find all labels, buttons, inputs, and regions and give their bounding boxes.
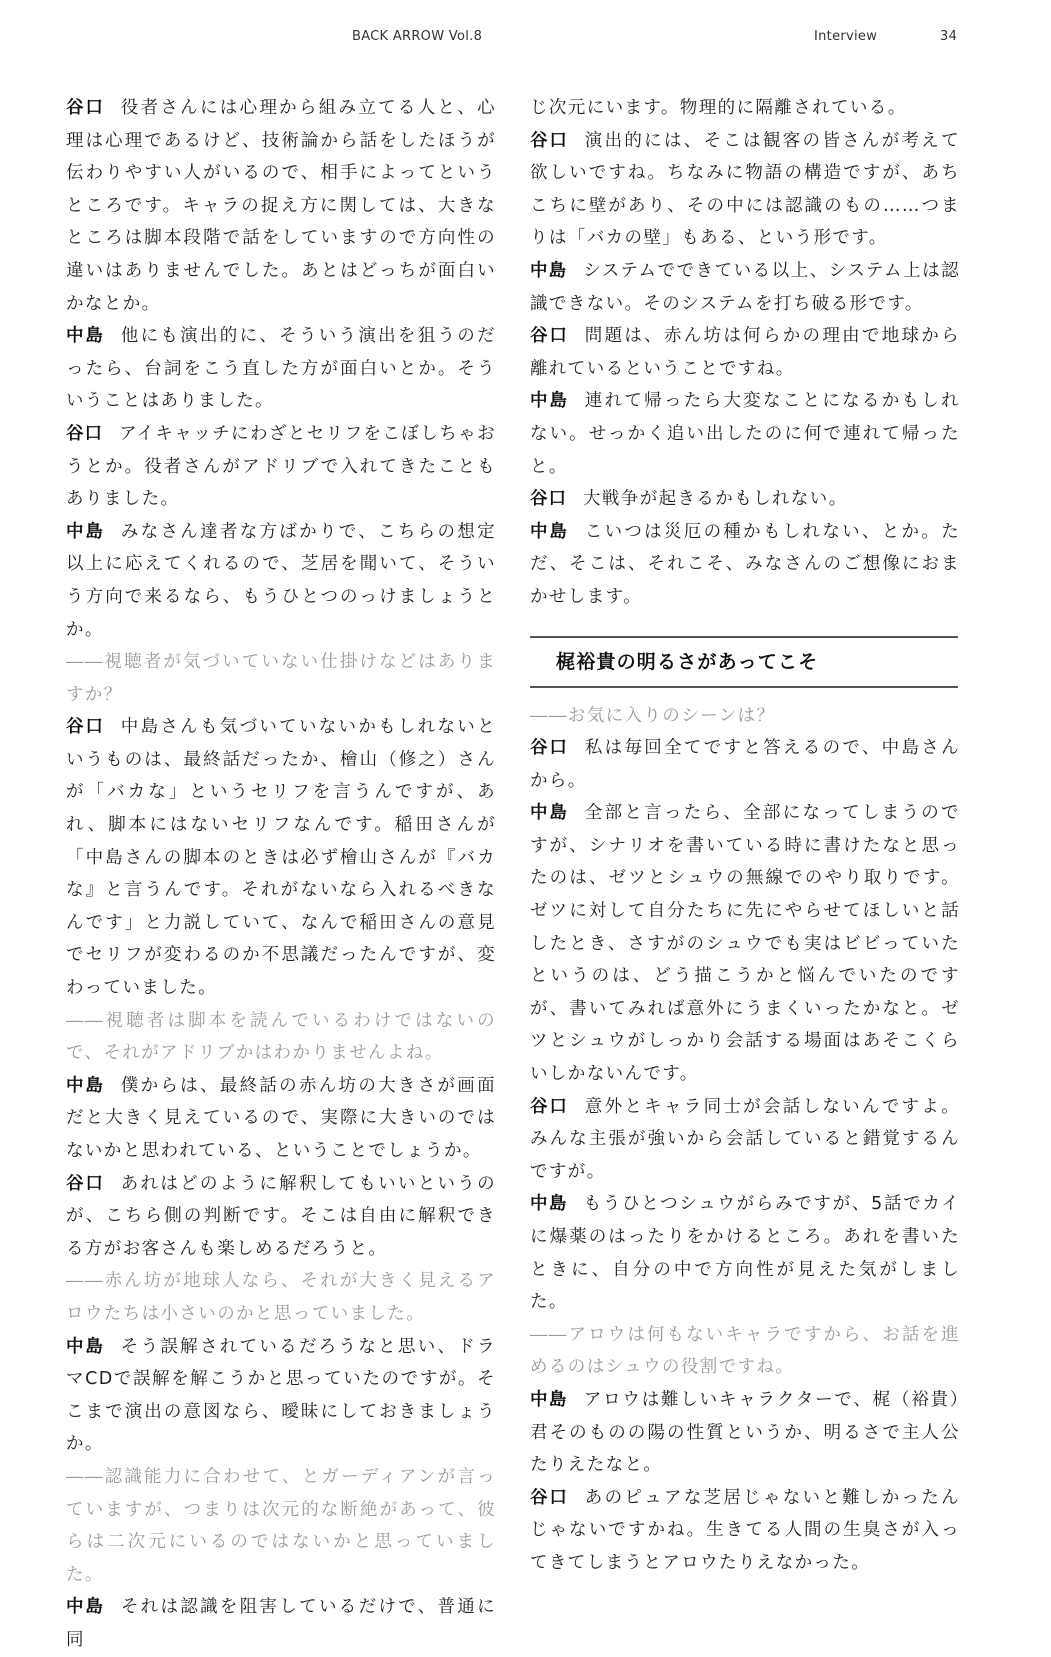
speaker-name: 谷口 [530, 130, 569, 151]
paragraph-text: ――赤ん坊が地球人なら、それが大きく見えるアロウたちは小さいのかと思っていました。 [66, 1271, 496, 1324]
paragraph-text: ――視聴者が気づいていない仕掛けなどはありますか？ [66, 652, 496, 705]
speaker-name: 谷口 [530, 1096, 569, 1117]
paragraph-text: ――認識能力に合わせて、とガーディアンが言っていますが、つまりは次元的な断絶があって、彼らは二次元にいるのではないかと思っていました。 [66, 1466, 496, 1585]
interviewer-question [66, 646, 496, 711]
paragraph-text: 意外とキャラ同士が会話しないんですよ。みんな主張が強いから会話していると錯覚するんですが。 [530, 1096, 960, 1182]
interview-paragraph [530, 483, 960, 516]
paragraph-text: 連れて帰ったら大変なことになるかもしれない。せっかく追い出したのに何で連れて帰ったと。 [530, 391, 960, 477]
interviewer-question [530, 700, 960, 733]
interview-paragraph [530, 1188, 960, 1318]
left-column [66, 92, 496, 1657]
paragraph-text: 中島さんも気づいていないかもしれないというものは、最終話だったか、檜山（修之）さんが「バカな」というセリフを言うんですが、あれ、脚本にはないセリフなんです。稲田さんが「中島さんの脚本のときは必ず檜山さんが『バカな』と言うんです。それがないなら入れるべきなんです」と力説していて、なんで稲田さんの意見でセリフが変わるのか不思議だったんですが、変わっていました。 [66, 717, 496, 999]
paragraph-text: 大戦争が起きるかもしれない。 [583, 489, 848, 510]
interview-paragraph [530, 1091, 960, 1189]
paragraph-text: みなさん達者な方ばかりで、こちらの想定以上に応えてくれるので、芝居を聞いて、そういう方向で来るなら、もうひとつのっけましょうとか。 [66, 521, 497, 640]
paragraph-text: ――視聴者は脚本を読んでいるわけではないので、それがアドリブかはわかりませんよね。 [66, 1010, 496, 1064]
speaker-name: 中島 [66, 521, 105, 542]
speaker-name: 中島 [66, 326, 105, 347]
speaker-name: 谷口 [530, 738, 569, 759]
paragraph-text: あれはどのように解釈してもいいというのが、こちら側の判断です。そこは自由に解釈できる方がお客さんも楽しめるだろうと。 [66, 1173, 496, 1259]
speaker-name: 谷口 [530, 489, 567, 510]
speaker-name: 中島 [66, 1075, 105, 1096]
paragraph-text: 問題は、赤ん坊は何らかの理由で地球から離れているということですね。 [530, 326, 960, 379]
speaker-name: 谷口 [530, 1487, 569, 1508]
magazine-title: BACK ARROW Vol.8 [352, 29, 483, 44]
interview-paragraph [66, 1331, 496, 1461]
paragraph-text: 演出的には、そこは観客の皆さんが考えて欲しいですね。ちなみに物語の構造ですが、あちこちに壁があり、その中には認識のもの……つまりは「バカの壁」もある、という形です。 [530, 130, 960, 249]
interview-paragraph [530, 516, 960, 614]
interview-paragraph [530, 385, 960, 483]
right-column-top [530, 92, 960, 614]
paragraph-text: アイキャッチにわざとセリフをこぼしちゃおうとか。役者さんがアドリブで入れてきたこともありました。 [66, 423, 496, 510]
paragraph-text: もうひとつシュウがらみですが、5話でカイに爆薬のはったりをかけるところ。あれを書いたときに、自分の中で方向性が見えた気がしました。 [530, 1194, 960, 1313]
interview-paragraph [530, 797, 960, 1090]
interview-paragraph-continued [530, 92, 960, 125]
interview-paragraph [530, 1482, 960, 1580]
section-label: Interview [814, 29, 878, 44]
section-heading-block [530, 636, 960, 688]
speaker-name: 中島 [66, 1597, 105, 1618]
speaker-name: 中島 [530, 1389, 568, 1410]
paragraph-text: そう誤解されているだろうなと思い、ドラマCDで誤解を解こうかと思っていたのですが。そこまで演出の意図なら、曖昧にしておきましょうか。 [66, 1336, 496, 1455]
interview-paragraph [66, 92, 496, 320]
interview-paragraph [530, 320, 960, 385]
paragraph-text: 役者さんには心理から組み立てる人と、心理は心理であるけど、技術論から話をしたほうが伝わりやすい人がいるので、相手によってというところです。キャラの捉え方に関しては、大きなところは脚本段階で話をしていますので方向性の違いはありませんでした。あとはどっちが面白いかなとか。 [66, 98, 496, 314]
paragraph-text: 私は毎回全てですと答えるので、中島さんから。 [530, 738, 961, 791]
speaker-name: 谷口 [66, 98, 105, 118]
speaker-name: 中島 [530, 1194, 568, 1215]
speaker-name: 谷口 [66, 717, 105, 738]
section-rule-bottom [530, 686, 958, 688]
interview-paragraph [66, 711, 496, 1004]
paragraph-text: それは認識を阻害しているだけで、普通に同 [66, 1597, 497, 1650]
interview-paragraph [66, 1168, 496, 1266]
paragraph-text: あのピュアな芝居じゃないと難しかったんじゃないですかね。生きてる人間の生臭さが入ってきてしまうとアロウたりえなかった。 [530, 1487, 960, 1573]
interview-paragraph [66, 1591, 496, 1656]
paragraph-text: アロウは難しいキャラクターで、梶（裕貴）君そのものの陽の性質というか、明るさで主人公たりえたなと。 [530, 1389, 960, 1476]
interview-paragraph [530, 732, 960, 797]
right-column-bottom [530, 700, 960, 1580]
speaker-name: 中島 [530, 803, 569, 824]
paragraph-text: ――アロウは何もないキャラですから、お話を進めるのはシュウの役割ですね。 [530, 1324, 960, 1378]
interview-paragraph [530, 255, 960, 320]
right-column [530, 92, 960, 1580]
interview-paragraph [66, 1070, 496, 1168]
interviewer-question [66, 1461, 496, 1591]
interview-paragraph [66, 320, 496, 418]
interviewer-question [530, 1319, 960, 1384]
paragraph-text: こいつは災厄の種かもしれない、とか。ただ、そこは、それこそ、みなさんのご想像におまかせします。 [530, 521, 960, 607]
speaker-name: 中島 [530, 260, 568, 281]
paragraph-text: 全部と言ったら、全部になってしまうのですが、シナリオを書いている時に書けたなと思ったのは、ゼツとシュウの無線でのやり取りです。ゼツに対して自分たちに先にやらせてほしいと話したとき、さすがのシュウでも実はビビっていたというのは、どう描こうかと悩んでいたのですが、書いてみれば意外にうまくいったかなと。ゼツとシュウがしっかり会話する場面はあそこくらいしかないんです。 [530, 803, 960, 1085]
paragraph-text: 僕からは、最終話の赤ん坊の大きさが画面だと大きく見えているので、実際に大きいのではないかと思われている、ということでしょうか。 [66, 1075, 496, 1161]
speaker-name: 中島 [530, 391, 569, 412]
interviewer-question [66, 1265, 496, 1330]
interview-paragraph [530, 1384, 960, 1482]
paragraph-text: じ次元にいます。物理的に隔離されている。 [530, 98, 907, 118]
section-heading: 梶裕貴の明るさがあってこそ [556, 650, 819, 673]
speaker-name: 谷口 [66, 423, 104, 444]
speaker-name: 中島 [66, 1336, 105, 1357]
interview-paragraph [66, 418, 496, 516]
speaker-name: 谷口 [66, 1173, 105, 1194]
page-number: 34 [940, 29, 958, 44]
paragraph-text: ――お気に入りのシーンは？ [530, 705, 776, 726]
interviewer-question [66, 1005, 496, 1070]
paragraph-text: 他にも演出的に、そういう演出を狙うのだったら、台詞をこう直した方が面白いとか。そういうことはありました。 [66, 326, 496, 412]
speaker-name: 中島 [530, 521, 569, 542]
speaker-name: 谷口 [530, 326, 569, 347]
interview-paragraph [66, 516, 496, 646]
paragraph-text: システムでできている以上、システム上は認識できない。そのシステムを打ち破る形です。 [530, 260, 961, 314]
interview-paragraph [530, 125, 960, 255]
